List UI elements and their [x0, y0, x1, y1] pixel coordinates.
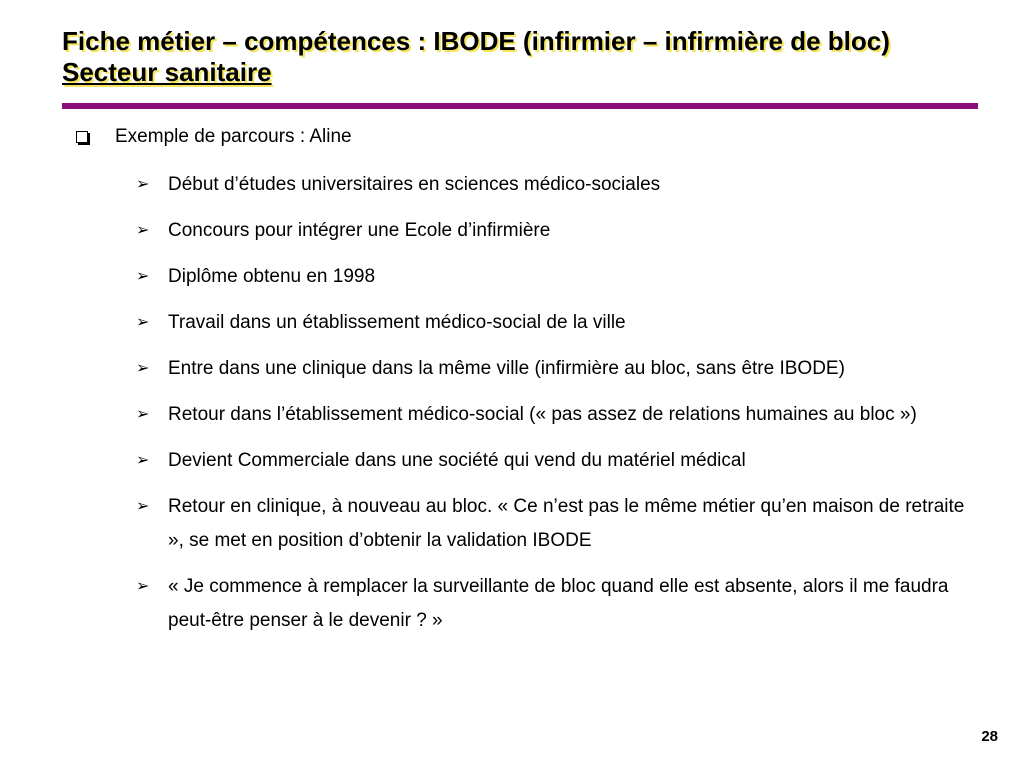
list-item-text: Retour dans l’établissement médico-social (« pas assez de relations humaines au bloc »): [168, 404, 917, 425]
list-item-text: Début d’études universitaires en sciences médico-sociales: [168, 174, 661, 195]
list-item-text: Diplôme obtenu en 1998: [168, 266, 376, 287]
list-item-text: Entre dans une clinique dans la même ville (infirmière au bloc, sans être IBODE): [168, 358, 845, 379]
arrow-bullet-icon: ➢: [136, 314, 150, 331]
slide-subtitle: Secteur sanitaire: [62, 57, 272, 87]
list-item: [74, 444, 974, 478]
bullet-list: [74, 168, 974, 638]
arrow-bullet-icon: ➢: [136, 498, 150, 515]
arrow-bullet-icon: ➢: [136, 578, 150, 595]
arrow-bullet-icon: ➢: [136, 452, 150, 469]
slide-title: [62, 26, 1002, 88]
list-item-text: Concours pour intégrer une Ecole d’infirmière: [168, 220, 551, 241]
arrow-bullet-icon: ➢: [136, 176, 150, 193]
section-heading-text: Exemple de parcours : Aline: [115, 126, 352, 147]
list-item-text: « Je commence à remplacer la surveillante de bloc quand elle est absente, alors il me faudra peut-être penser à le devenir ? »: [168, 576, 949, 631]
list-item: [74, 490, 974, 558]
list-item-text: Travail dans un établissement médico-social de la ville: [168, 312, 626, 333]
arrow-bullet-icon: ➢: [136, 406, 150, 423]
arrow-bullet-icon: ➢: [136, 360, 150, 377]
slide-content: [74, 123, 974, 650]
slide-title-line1: Fiche métier – compétences : IBODE (infirmier – infirmière de bloc): [62, 26, 890, 56]
section-heading: [74, 123, 974, 151]
list-item: [74, 398, 974, 432]
square-bullet-icon: [74, 123, 115, 151]
arrow-bullet-icon: ➢: [136, 222, 150, 239]
title-divider: [62, 103, 978, 109]
list-item: [74, 306, 974, 340]
list-item: [74, 214, 974, 248]
list-item: [74, 352, 974, 386]
list-item: [74, 260, 974, 294]
list-item: [74, 168, 974, 202]
list-item: [74, 570, 974, 638]
list-item-text: Retour en clinique, à nouveau au bloc. « Ce n’est pas le même métier qu’en maison de retraite », se met en position d’obtenir la validation IBODE: [168, 496, 965, 551]
page-number: 28: [981, 728, 998, 745]
list-item-text: Devient Commerciale dans une société qui vend du matériel médical: [168, 450, 746, 471]
arrow-bullet-icon: ➢: [136, 268, 150, 285]
